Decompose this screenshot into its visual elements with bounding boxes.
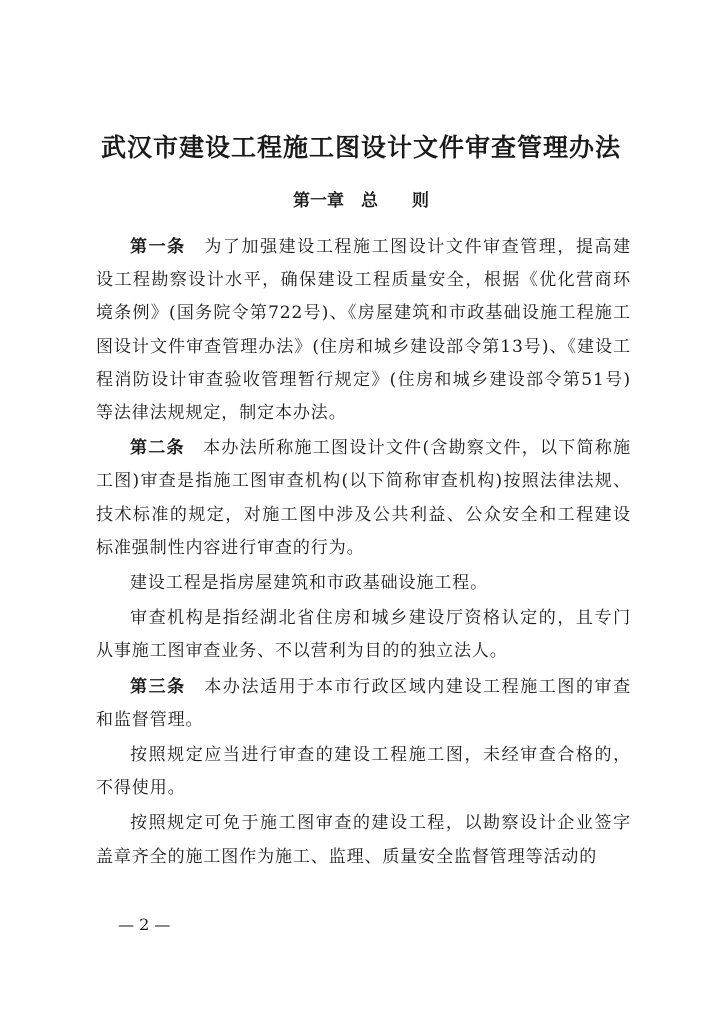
article-label: 第一条: [130, 237, 186, 257]
article-text: 本办法所称施工图设计文件(含勘察文件，以下简称施工图)审查是指施工图审查机构(以下简称审查机构)按照法律法规、技术标准的规定，对施工图中涉及公共利益、公众安全和工程建设标准强制性内容进行审查的行为。: [96, 438, 632, 558]
article-label: 第三条: [130, 676, 186, 697]
article-text: 按照规定可免于施工图审查的建设工程，以勘察设计企业签字盖章齐全的施工图作为施工、监理、质量安全监督管理等活动的: [96, 813, 631, 867]
article-3-paragraph: [96, 671, 631, 737]
document-body: [96, 231, 631, 874]
article-1-paragraph: [96, 231, 631, 430]
document-title: 武汉市建设工程施工图设计文件审查管理办法: [100, 133, 621, 162]
chapter-heading: 第一章 总 则: [293, 191, 429, 211]
article-text: 为了加强建设工程施工图设计文件审查管理，提高建设工程勘察设计水平，确保建设工程质量安全，根据《优化营商环境条例》(国务院令第722号)、《房屋建筑和市政基础设施工程施工图设计文件审查管理办法》(住房和城乡建设部令第13号)、《建设工程消防设计审查验收管理暂行规定》(住房和城乡建设部令第51号)等法律法规规定，制定本办法。: [96, 237, 632, 424]
article-2-paragraph: [96, 432, 631, 565]
article-3-paragraph-continued: [96, 807, 631, 873]
article-2-paragraph-continued: [96, 567, 631, 600]
article-3-paragraph-continued: [96, 739, 631, 805]
article-text: 按照规定应当进行审查的建设工程施工图，未经审查合格的，不得使用。: [96, 745, 631, 799]
article-label: 第二条: [130, 438, 185, 459]
article-2-paragraph-continued: [96, 602, 631, 668]
article-text: 本办法适用于本市行政区域内建设工程施工图的审查和监督管理。: [96, 676, 632, 730]
page-number: — 2 —: [118, 915, 171, 934]
article-text: 审查机构是指经湖北省住房和城乡建设厅资格认定的，且专门从事施工图审查业务、不以营利为目的的独立法人。: [96, 608, 631, 662]
article-text: 建设工程是指房屋建筑和市政基础设施工程。: [130, 573, 488, 594]
